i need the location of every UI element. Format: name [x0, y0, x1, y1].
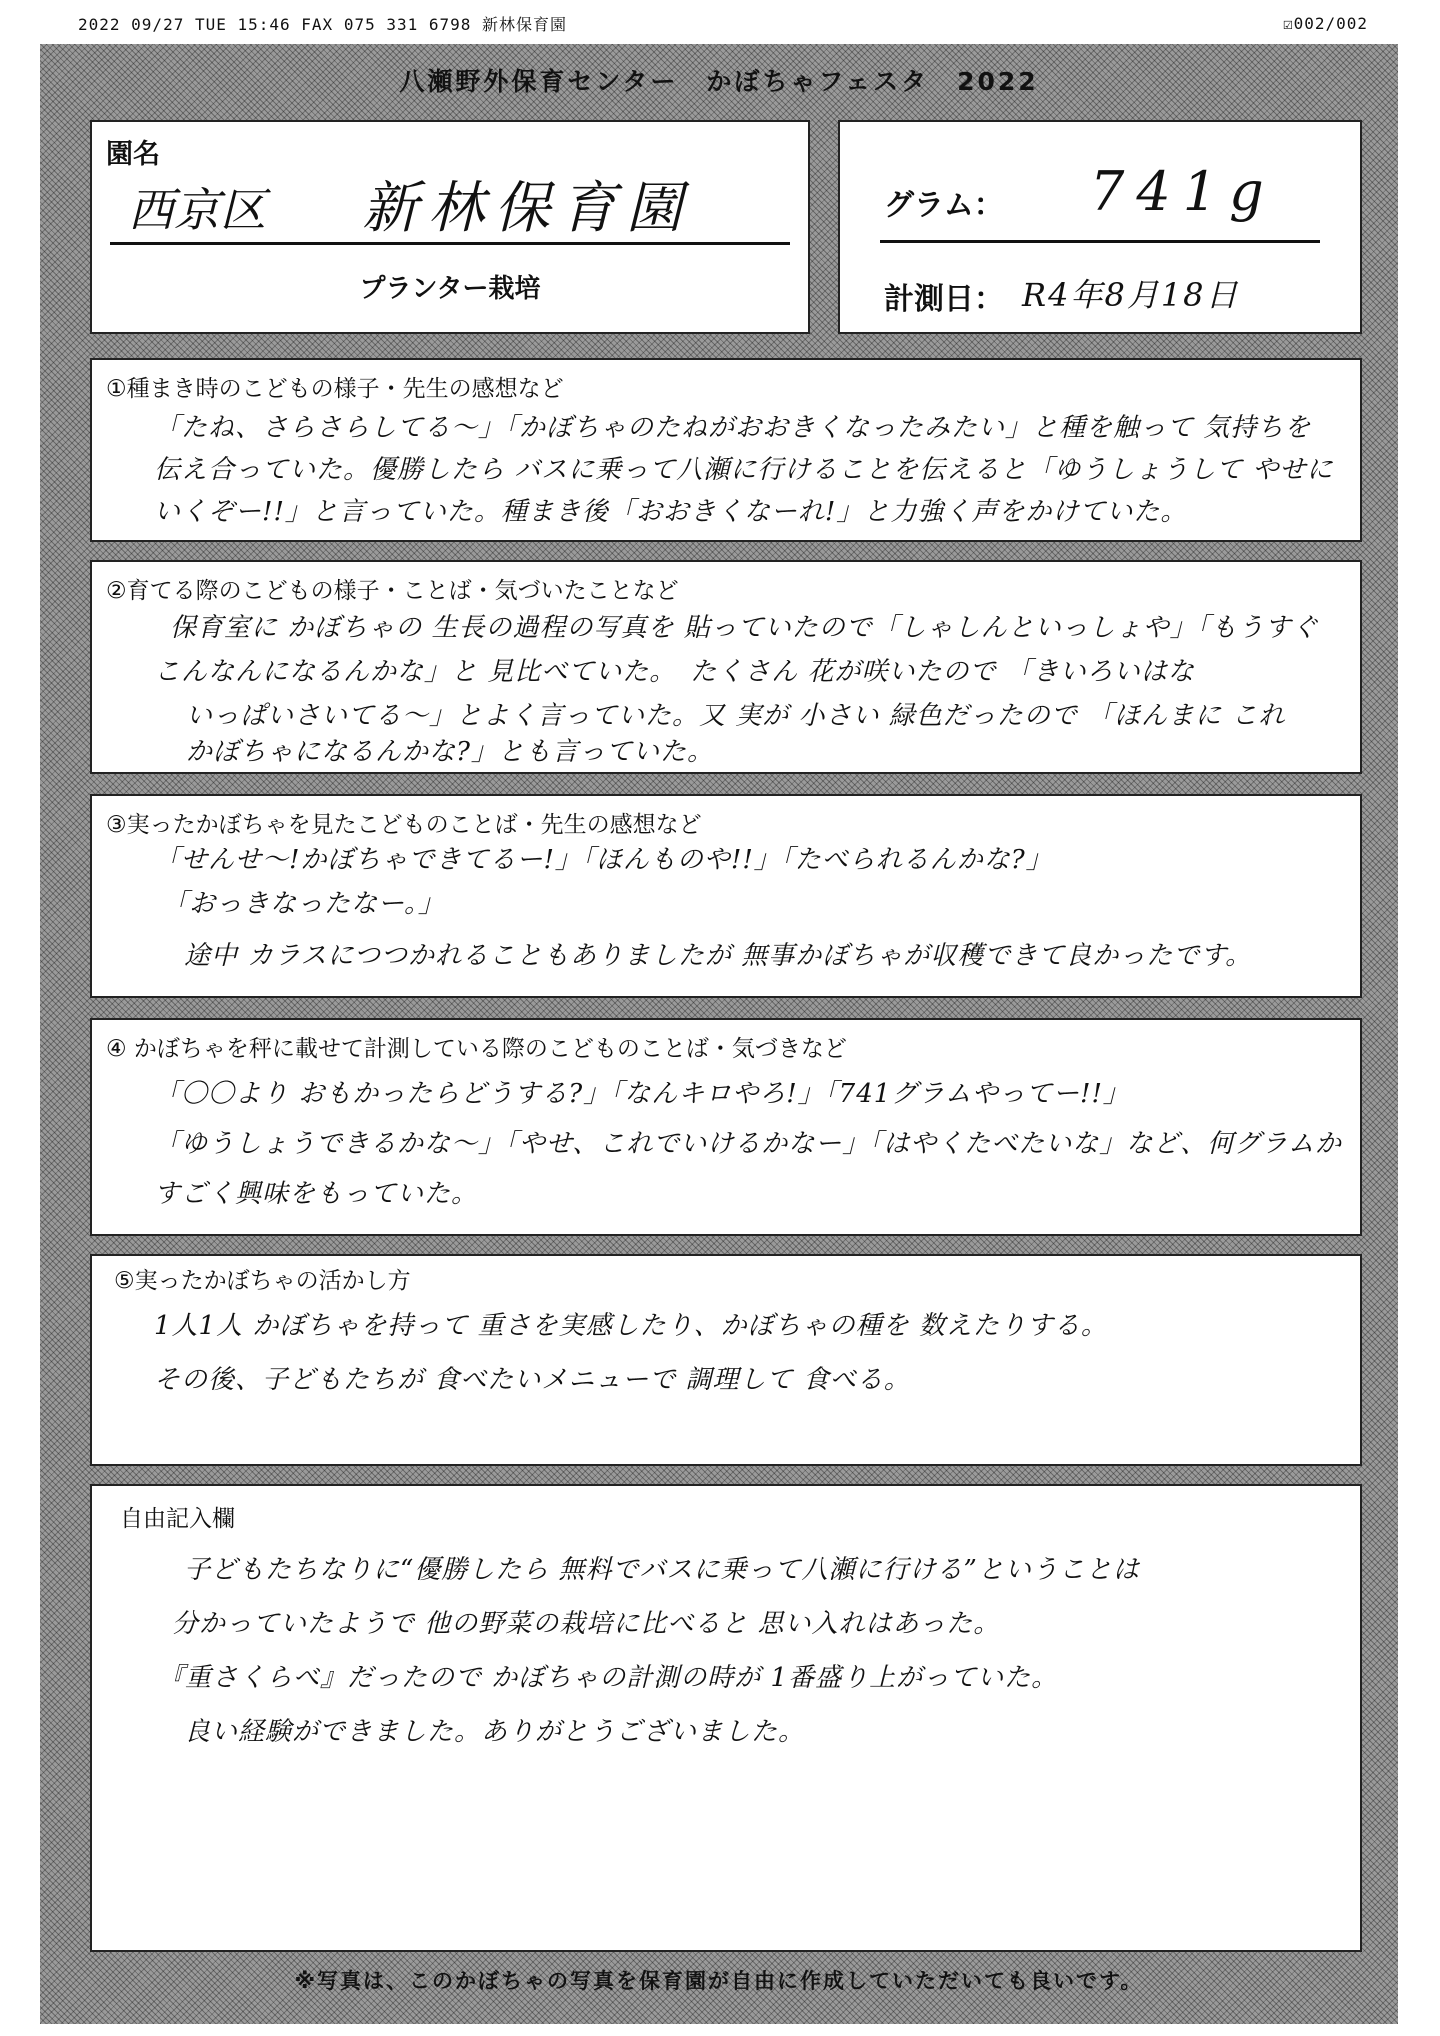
- date-value: R4年8月18日: [1022, 276, 1240, 314]
- section-line: 子どもたちなりに“優勝したら 無料でバスに乗って八瀬に行ける”ということは: [184, 1555, 1140, 1585]
- section-title: ④ かぼちゃを秤に載せて計測している際のこどものことば・気づきなど: [106, 1036, 847, 1062]
- section-line: 保育室に かぼちゃの 生長の過程の写真を 貼っていたので「しゃしんといっしょや」「もうすぐ: [170, 613, 1319, 643]
- section-line: かぼちゃになるんかな?」とも言っていた。: [186, 737, 714, 767]
- school-name-underline: [110, 242, 790, 245]
- school-name-label: 園名: [106, 139, 160, 170]
- section-line: 「たね、さらさらしてる〜」「かぼちゃのたねがおおきくなったみたい」と種を触って 気持ちを: [154, 413, 1312, 443]
- section-line: 「〇〇より おもかったらどうする?」「なんキロやろ!」「741グラムやってー!!」: [154, 1079, 1130, 1109]
- ward-name: 西京区: [128, 183, 266, 237]
- school-name: 新林保育園: [362, 176, 692, 241]
- section-weighing: [90, 1018, 1362, 1236]
- section-title: 自由記入欄: [120, 1506, 235, 1532]
- section-usage: [90, 1254, 1362, 1466]
- section-line: いっぱいさいてる〜」とよく言っていた。又 実が 小さい 緑色だったので 「ほんまに これ: [186, 701, 1286, 731]
- section-line: 良い経験ができました。ありがとうございました。: [184, 1717, 806, 1747]
- section-line: 「ゆうしょうできるかな〜」「やせ、これでいけるかなー」「はやくたべたいな」など、何グラムか: [154, 1129, 1342, 1159]
- section-line: すごく興味をもっていた。: [154, 1179, 479, 1209]
- cultivation-method: プランター栽培: [359, 274, 541, 304]
- section-sowing: [90, 358, 1362, 542]
- fax-header-left: 2022 09/27 TUE 15:46 FAX 075 331 6798 新林保育園: [78, 14, 568, 34]
- section-title: ①種まき時のこどもの様子・先生の感想など: [106, 376, 564, 402]
- weight-box: [838, 120, 1362, 334]
- section-line: 「おっきなったなー。」: [162, 889, 445, 919]
- section-growing: [90, 560, 1362, 774]
- section-line: 『重さくらべ』だったので かぼちゃの計測の時が 1番盛り上がっていた。: [158, 1663, 1059, 1693]
- gram-underline: [880, 240, 1320, 243]
- section-harvest: [90, 794, 1362, 998]
- section-line: 「せんせ〜!かぼちゃできてるー!」「ほんものや!!」「たべられるんかな?」: [154, 845, 1053, 875]
- section-line: 1人1人 かぼちゃを持って 重さを実感したり、かぼちゃの種を 数えたりする。: [154, 1311, 1108, 1341]
- school-name-box: [90, 120, 810, 334]
- section-line: 途中 カラスにつつかれることもありましたが 無事かぼちゃが収穫できて良かったです。: [184, 941, 1253, 971]
- section-title: ②育てる際のこどもの様子・ことば・気づいたことなど: [106, 578, 679, 604]
- gram-value: 741g: [1090, 160, 1276, 223]
- date-label: 計測日：: [884, 282, 1004, 317]
- event-banner: 八瀬野外保育センター かぼちゃフェスタ 2022: [399, 67, 1039, 96]
- gram-label: グラム：: [884, 188, 1004, 223]
- section-line: 伝え合っていた。優勝したら バスに乗って八瀬に行けることを伝えると「ゆうしょうして やせに: [154, 455, 1334, 485]
- section-line: 分かっていたようで 他の野菜の栽培に比べると 思い入れはあった。: [172, 1609, 1001, 1639]
- section-title: ⑤実ったかぼちゃの活かし方: [114, 1268, 411, 1294]
- section-title: ③実ったかぼちゃを見たこどものことば・先生の感想など: [106, 812, 702, 838]
- section-line: こんなんになるんかな」と 見比べていた。 たくさん 花が咲いたので 「きいろいはな: [154, 657, 1195, 687]
- section-free-entry: [90, 1484, 1362, 1952]
- fax-header: [78, 10, 1368, 36]
- footer-note: ※写真は、このかぼちゃの写真を保育園が自由に作成していただいても良いです。: [294, 1969, 1144, 1993]
- section-line: いくぞー!!」と言っていた。種まき後「おおきくなーれ!」と力強く声をかけていた。: [154, 497, 1188, 527]
- fax-page-count: ☑002/002: [1282, 13, 1368, 33]
- section-line: その後、子どもたちが 食べたいメニューで 調理して 食べる。: [154, 1365, 911, 1395]
